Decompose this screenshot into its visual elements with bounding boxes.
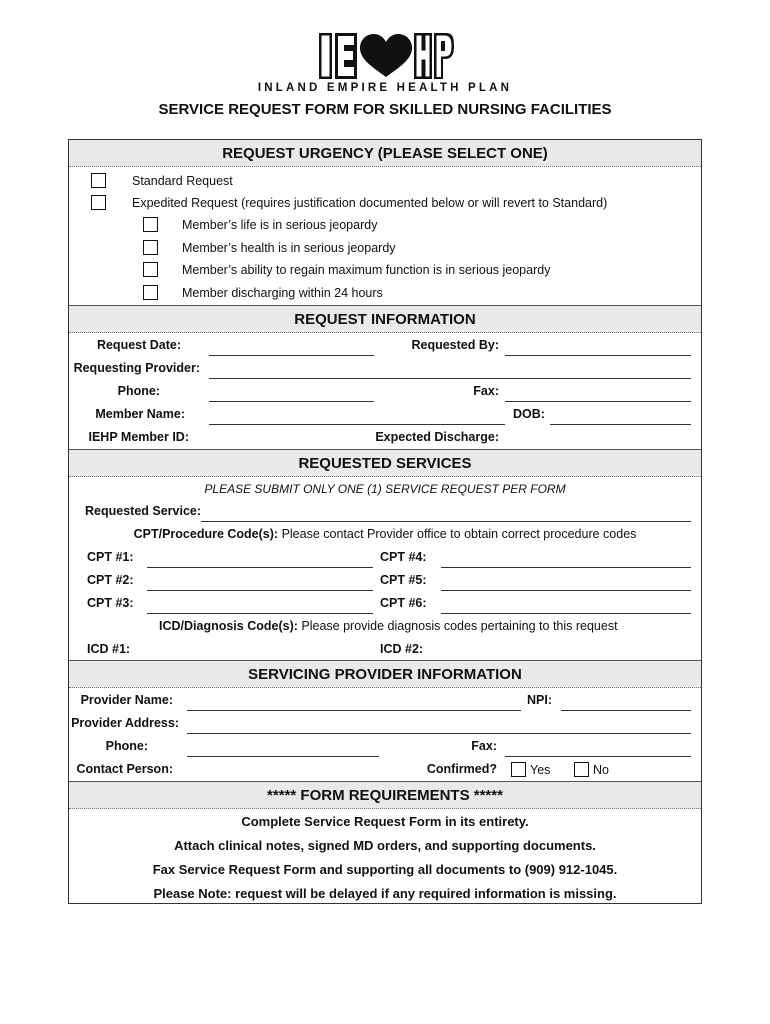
confirmed-yes-checkbox[interactable] (511, 762, 526, 777)
cpt3-label: CPT #3: (87, 596, 134, 610)
provider-address-label: Provider Address: (71, 716, 179, 730)
reason-life-checkbox[interactable] (143, 217, 158, 232)
requesting-provider-field[interactable] (209, 378, 691, 379)
provider-phone-label: Phone: (105, 739, 148, 753)
icd-instructions (159, 619, 618, 633)
confirmed-yes-label: Yes (530, 763, 551, 777)
icd-codes-note: Please provide diagnosis codes pertaining to this request (301, 619, 618, 633)
service-request-form (68, 139, 702, 904)
member-name-field[interactable] (209, 424, 505, 425)
requirement-line-4: Please Note: request will be delayed if any required information is missing. (153, 886, 617, 901)
icd1-label: ICD #1: (87, 642, 131, 656)
reason-function-checkbox[interactable] (143, 262, 158, 277)
reason-discharge-label: Member discharging within 24 hours (182, 286, 383, 300)
one-request-note: PLEASE SUBMIT ONLY ONE (1) SERVICE REQUEST PER FORM (204, 482, 566, 496)
requested-service-label: Requested Service: (85, 504, 202, 518)
cpt5-field[interactable] (441, 590, 691, 591)
reason-health-checkbox[interactable] (143, 240, 158, 255)
npi-field[interactable] (561, 710, 691, 711)
provider-heading: SERVICING PROVIDER INFORMATION (69, 660, 701, 688)
reason-life-label: Member’s life is in serious jeopardy (182, 218, 378, 232)
member-name-label: Member Name: (95, 407, 185, 421)
services-heading: REQUESTED SERVICES (69, 449, 701, 477)
expedited-request-checkbox[interactable] (91, 195, 106, 210)
cpt4-label: CPT #4: (380, 550, 427, 564)
request-date-field[interactable] (209, 355, 374, 356)
expected-discharge-label: Expected Discharge: (375, 430, 499, 444)
confirmed-no-checkbox[interactable] (574, 762, 589, 777)
provider-name-field[interactable] (187, 710, 521, 711)
cpt4-field[interactable] (441, 567, 691, 568)
provider-phone-field[interactable] (187, 756, 379, 757)
fax-label: Fax: (473, 384, 499, 398)
cpt-codes-note: Please contact Provider office to obtain correct procedure codes (281, 527, 637, 541)
reason-function-label: Member’s ability to regain maximum function is in serious jeopardy (182, 263, 551, 277)
cpt3-field[interactable] (147, 613, 373, 614)
request-date-label: Request Date: (96, 338, 181, 352)
dob-label: DOB: (513, 407, 545, 421)
icd2-label: ICD #2: (380, 642, 424, 656)
standard-request-checkbox[interactable] (91, 173, 106, 188)
request-info-heading: REQUEST INFORMATION (69, 305, 701, 333)
requesting-provider-label: Requesting Provider: (73, 361, 200, 375)
iehp-logo (318, 30, 454, 82)
phone-label: Phone: (117, 384, 160, 398)
confirmed-label: Confirmed? (426, 762, 497, 776)
requirement-line-1: Complete Service Request Form in its entirety. (241, 814, 529, 829)
reason-health-label: Member’s health is in serious jeopardy (182, 241, 396, 255)
cpt2-field[interactable] (147, 590, 373, 591)
requirements-heading: ***** FORM REQUIREMENTS ***** (69, 781, 701, 809)
icd-codes-label: ICD/Diagnosis Code(s): (159, 619, 298, 633)
requested-service-field[interactable] (201, 521, 691, 522)
contact-person-label: Contact Person: (76, 762, 173, 776)
cpt-instructions (69, 527, 701, 541)
cpt2-label: CPT #2: (87, 573, 134, 587)
provider-address-field[interactable] (187, 733, 691, 734)
provider-fax-field[interactable] (505, 756, 691, 757)
member-id-label: IEHP Member ID: (88, 430, 189, 444)
cpt1-field[interactable] (147, 567, 373, 568)
confirmed-no-label: No (593, 763, 609, 777)
reason-discharge-checkbox[interactable] (143, 285, 158, 300)
provider-name-label: Provider Name: (80, 693, 173, 707)
dob-field[interactable] (550, 424, 691, 425)
requirement-line-2: Attach clinical notes, signed MD orders, and supporting documents. (174, 838, 596, 853)
npi-label: NPI: (527, 693, 552, 707)
phone-field[interactable] (209, 401, 374, 402)
cpt5-label: CPT #5: (380, 573, 427, 587)
page-title: SERVICE REQUEST FORM FOR SKILLED NURSING FACILITIES (158, 101, 612, 118)
expedited-request-label: Expedited Request (requires justification documented below or will revert to Standard) (132, 196, 608, 210)
org-name: INLAND EMPIRE HEALTH PLAN (257, 82, 513, 94)
provider-fax-label: Fax: (471, 739, 497, 753)
standard-request-label: Standard Request (132, 174, 233, 188)
cpt-codes-label: CPT/Procedure Code(s): (133, 527, 279, 541)
logo-text: IEHP (386, 60, 389, 61)
requirement-line-3: Fax Service Request Form and supporting all documents to (909) 912-1045. (152, 862, 618, 877)
cpt6-label: CPT #6: (380, 596, 427, 610)
fax-field[interactable] (505, 401, 691, 402)
cpt6-field[interactable] (441, 613, 691, 614)
cpt1-label: CPT #1: (87, 550, 134, 564)
urgency-heading: REQUEST URGENCY (PLEASE SELECT ONE) (69, 140, 701, 167)
requested-by-label: Requested By: (411, 338, 499, 352)
requested-by-field[interactable] (505, 355, 691, 356)
